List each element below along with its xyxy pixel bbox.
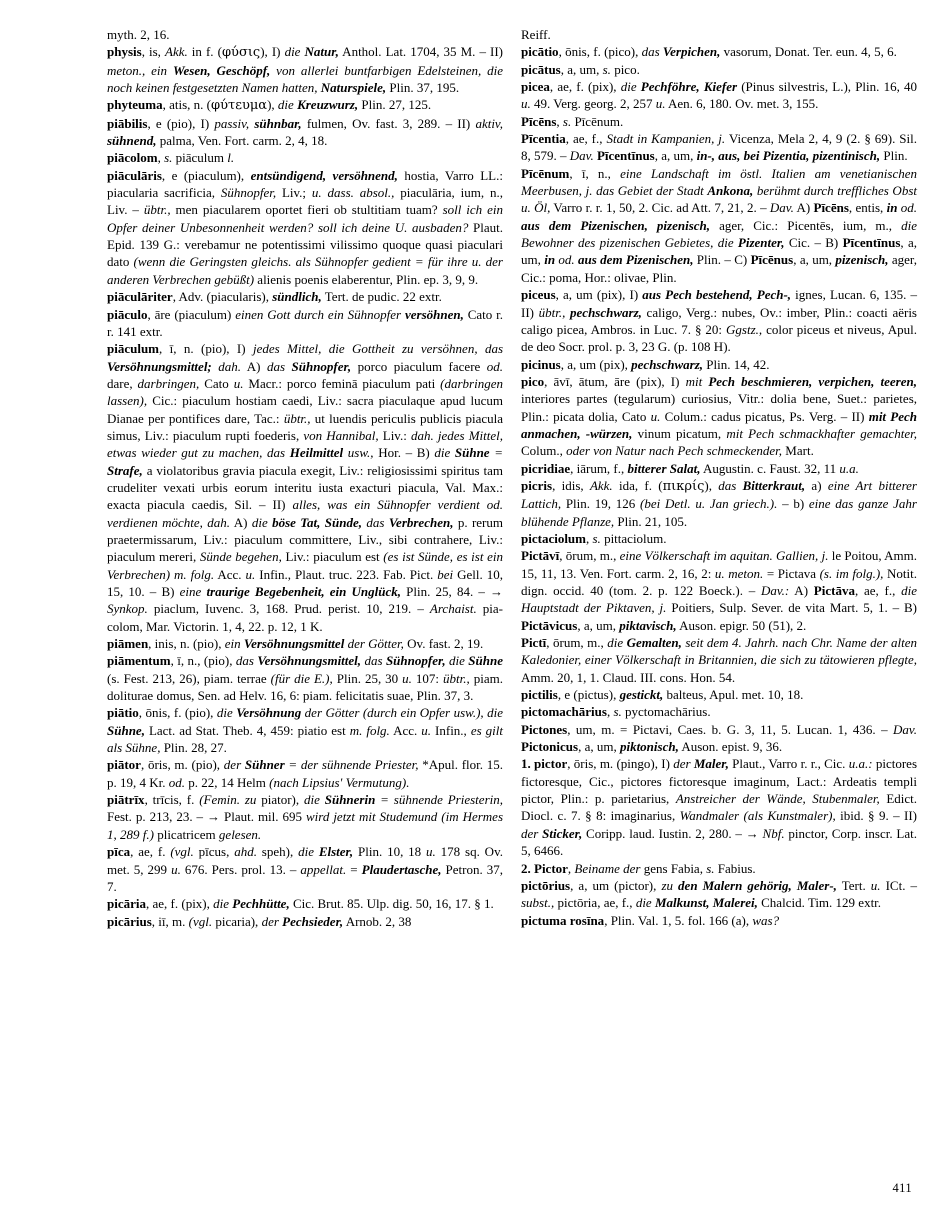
dictionary-entry-pica: pīca, ae, f. (vgl. pīcus, ahd. speh), die Elster, Plin. 10, 18 u. 178 sq. Ov. met. 5, 299 u. 676. Pers. prol. 13. – appellat. = Plaudertasche, Petron. 37, 7. xyxy=(107,844,503,894)
dictionary-entry-pictomacharius: pictomachārius, s. pyctomachārius. xyxy=(521,704,711,720)
dictionary-entry-pictorius: pictōrius, a, um (pictor), zu den Malern gehörig, Maler-, Tert. u. ICt. – subst., pictōria, ae, f., die Malkunst, Malerei, Chalcid. Tim. 129 extr. xyxy=(521,877,917,911)
dictionary-entry-piaculo: piāculo, āre (piaculum) einen Gott durch ein Sühnopfer versöhnen, Cato r. r. 141 extr. xyxy=(107,306,504,339)
dictionary-entry-pictones: Pictones, um, m. = Pictavi, Caes. b. G. 3, 11, 5. Lucan. 1, 436. – Dav. Pictonicus, a, um, piktonisch, Auson. epist. 9, 36. xyxy=(521,721,917,755)
dictionary-entry-picea: picea, ae, f. (pix), die Pechföhre, Kiefer (Pinus silvestris, L.), Plin. 16, 40 u. 49. Verg. georg. 2, 257 u. Aen. 6, 180. Ov. met. 3, 155. xyxy=(521,79,917,112)
dictionary-entry-piamen: piāmen, inis, n. (pio), ein Versöhnungsmittel der Götter, Ov. fast. 2, 19. xyxy=(107,636,484,652)
dictionary-entry-piaculum: piāculum, ī, n. (pio), I) jedes Mittel, die Gottheit zu versöhnen, das Versöhnungsmittel; dah. A) das Sühnopfer, porco piaculum facere od. dare, darbringen, Cato u. Macr.: porco feminā piaculum pati (darbringen lassen), Cic.: piaculum hostiam caedi, Liv.: sacra piaculaque apud lucum Dianae per pontifices dare, Tac.: übtr., ut luendis periculis publicis piacula simus, Liv.: piaculum rupti foederis, von Hannibal, Liv.: dah. jedes Mittel, etwas wieder gut zu machen, das Heilmittel usw., Hor. – B) die Sühne = Strafe, a violatoribus gravia piacula exegit, Liv.: religiosissimi spiritus tam crudeliter vexati urbis eorum interitu iusta exacturi piacula, Val. Max.: exacta piacula caedis, Sil. – II) alles, was ein Sühnopfer verdient od. verdienen möchte, dah. A) die böse Tat, Sünde, das Verbrechen, p. rerum praetermissarum, Liv.: piaculum committere, Liv., sibi contrahere, Liv.: piaculum mereri, Sünde begehen, Liv.: piaculum est (es ist Sünde, es ist ein Verbrechen) m. folg. Acc. u. Infin., Plaut. truc. 223. Fab. Pict. bei Gell. 10, 15, 10. – B) eine traurige Begebenheit, ein Unglück, Plin. 25, 84. – → Synkop. piaclum, Iuvenc. 3, 168. Prud. perist. 10, 219. – Archaist. piacolom, Mar. Victorin. 1, 4, 22. p. 12, 1 K. xyxy=(107,341,504,634)
page-number: 411 xyxy=(892,1181,912,1195)
dictionary-entry-pictavi: Pictāvī, ōrum, m., eine Völkerschaft im aquitan. Gallien, j. le Poitou, Amm. 15, 11, 13. Ven. Fort. carm. 2, 16, 2: u. meton. = Pictava (s. im folg.), Notit. dign. occid. 40 (tom. 2. p. 122 Boeck.). – Dav.: A) Pictāva, ae, f., die Hauptstadt der Piktaven, j. Poitiers, Sulp. Sever. de vita Mart. 5, 1. – B) Pictāvicus, a, um, piktavisch, Auson. epigr. 50 (51), 2. xyxy=(521,548,918,633)
dictionary-entry-continuation-reiff: Reiff. xyxy=(521,27,551,42)
dictionary-entry-picenum: Pīcēnum, ī, n., eine Landschaft im östl. Italien am venetianischen Meerbusen, j. das Gebiet der Stadt Ankona, berühmt durch treffliches Obst u. Öl, Varro r. r. 1, 50, 2. Cic. ad Att. 7, 21, 2. – Dav. A) Pīcēns, entis, in od. aus dem Pizenischen, pizenisch, ager, Cic.: Picentēs, ium, m., die Bewohner des pizenischen Gebietes, die Pizenter, Cic. – B) Pīcentīnus, a, um, in od. aus dem Pizenischen, Plin. – C) Pīcēnus, a, um, pizenisch, ager, Cic.: poma, Hor.: olivae, Plin. xyxy=(521,165,918,285)
dictionary-entry-picens-ref: Pīcēns, s. Pīcēnum. xyxy=(521,113,624,129)
dictionary-entry-piatio: piātio, ōnis, f. (pio), die Versöhnung der Götter (durch ein Opfer usw.), die Sühne, Lact. ad Stat. Theb. 4, 459: piatio est m. folg. Acc. u. Infin., es gilt als Sühne, Plin. 28, 27. xyxy=(107,705,503,756)
dictionary-entry-physis: physis, is, Akk. in f. (φύσις), I) die Natur, Anthol. Lat. 1704, 35 M. – II) meton., ein Wesen, Geschöpf, von allerlei buntfarbigen Edelsteinen, die noch keinen festgesetzten Namen hatten, Naturspiele, Plin. 37, 195. xyxy=(107,44,504,96)
dictionary-entry-piceus: piceus, a, um (pix), I) aus Pech bestehend, Pech-, ignes, Lucan. 6, 135. – II) übtr., pechschwarz, caligo, Verg.: nubes, Ov.: imber, Plin.: coacti aëris caligo picea, Ambros. in Luc. 7. § 20: Ggstz., color piceus et niveus, Apul. de deo Socr. prol. p. 3, 23 G. (p. 108 H). xyxy=(521,287,918,355)
dictionary-entry-picridiae: picridiae, iārum, f., bitterer Salat, Augustin. c. Faust. 32, 11 u.a. xyxy=(521,460,859,476)
dictionary-entry-piator: piātor, ōris, m. (pio), der Sühner = der sühnende Priester, *Apul. flor. 15. p. 19, 4 Kr. od. p. 22, 14 Helm (nach Lipsius' Vermutung). xyxy=(107,757,503,790)
left-column xyxy=(107,26,503,930)
dictionary-entry-pico: pico, āvī, ātum, āre (pix), I) mit Pech beschmieren, verpichen, teeren, interiores partes (tegularum) curiosius, Vitr.: dolia bene, Suet.: parietes, Plin.: picata dolia, Cato u. Colum.: cadus picatus, Ps. Verg. – II) mit Pech anmachen, -würzen, vinum picatum, mit Pech schmackhafter gemachter, Colum., oder von Natur nach Pech schmeckender, Mart. xyxy=(521,373,918,459)
dictionary-entry-picris: picris, idis, Akk. ida, f. (πικρίς), das Bitterkraut, a) eine Art bitterer Lattich, Plin. 19, 126 (bei Detl. u. Jan griech.). – b) eine das ganze Jahr blühende Pflanze, Plin. 21, 105. xyxy=(521,477,917,529)
dictionary-entry-picinus: picinus, a, um (pix), pechschwarz, Plin. 14, 42. xyxy=(521,356,770,372)
dictionary-entry-piacularis: piāculāris, e (piaculum), entsündigend, versöhnend, hostia, Varro LL.: piacularia sacrificia, Sühnopfer, Liv.; u. dass. absol., piaculāria, ium, n., Liv. – übtr., men piacularem oportet fieri ob stultitiam tuam? soll ich ein Opfer deiner Unbesonnenheit werden? soll ich deine U. ausbaden? Plaut. Epid. 139 G.: verebamur ne potentissimi vilissimo quoque quasi piaculari dato (wenn die Geringsten gleichs. als Sühnopfer gedient = für ihre u. der anderen Verbrechen gebüßt) alienis poenis elaberentur, Plin. ep. 3, 9, 9. xyxy=(107,167,504,287)
dictionary-entry-piacolom: piācolom, s. piāculum l. xyxy=(107,150,235,166)
dictionary-entry-pictuma-rosina: pictuma rosīna, Plin. Val. 1, 5. fol. 166 (a), was? xyxy=(521,912,780,928)
dictionary-entry-picatio: picātio, ōnis, f. (pico), das Verpichen, vasorum, Donat. Ter. eun. 4, 5, 6. xyxy=(521,44,897,60)
dictionary-entry-picarius: picārius, iī, m. (vgl. picaria), der Pechsieder, Arnob. 2, 38 xyxy=(107,913,412,929)
dictionary-entry-phyteuma: phyteuma, atis, n. (φύτευμα), die Kreuzwurz, Plin. 27, 125. xyxy=(107,97,432,114)
dictionary-entry-pictilis: pictilis, e (pictus), gestickt, balteus, Apul. met. 10, 18. xyxy=(521,687,804,703)
dictionary-entry-picatus: picātus, a, um, s. pico. xyxy=(521,61,640,77)
dictionary-entry-continuation-myth: myth. 2, 16. xyxy=(107,27,170,42)
dictionary-entry-pictor-2: 2. Pictor, Beiname der gens Fabia, s. Fabius. xyxy=(521,860,756,876)
two-column-layout xyxy=(107,26,918,930)
dictionary-entry-picaria: picāria, ae, f. (pix), die Pechhütte, Cic. Brut. 85. Ulp. dig. 50, 16, 17. § 1. xyxy=(107,896,494,912)
dictionary-entry-piatrix: piātrīx, trīcis, f. (Femin. zu piator), die Sühnerin = sühnende Priesterin, Fest. p. 213, 23. – → Plaut. mil. 695 wird jetzt mit Studemund (im Hermes 1, 289 f.) plicatricem gelesen. xyxy=(107,792,504,842)
dictionary-entry-piaculariter: piāculāriter, Adv. (piacularis), sündlich, Tert. de pudic. 22 extr. xyxy=(107,289,442,305)
dictionary-entry-piamentum: piāmentum, ī, n., (pio), das Versöhnungsmittel, das Sühnopfer, die Sühne (s. Fest. 213, 26), piam. terrae (für die E.), Plin. 25, 30 u. 107: übtr., piam. doliturae domus, Sen. ad Helv. 16, 6: piam. felicitatis suae, Plin. 37, 3. xyxy=(107,653,503,704)
dictionary-entry-picentia: Pīcentia, ae, f., Stadt in Kampanien, j. Vicenza, Mela 2, 4, 9 (2. § 69). Sil. 8, 579. – Dav. Pīcentīnus, a, um, in-, aus, bei Pizentia, pizentinisch, Plin. xyxy=(521,131,918,164)
dictionary-entry-piabilis: piābilis, e (pio), I) passiv, sühnbar, fulmen, Ov. fast. 3, 289. – II) aktiv, sühnend, palma, Ven. Fort. carm. 2, 4, 18. xyxy=(107,115,503,149)
dictionary-entry-pictaciolum: pictaciolum, s. pittaciolum. xyxy=(521,530,667,546)
dictionary-entry-picti: Pictī, ōrum, m., die Gemalten, seit dem 4. Jahrh. nach Chr. Name der alten Kaledonier, einer Völkerschaft in Britannien, die sich zu tätowieren pflegte, Amm. 20, 1, 1. Claud. III. cons. Hon. 54. xyxy=(521,635,917,685)
dictionary-entry-pictor-1: 1. pictor, ōris, m. (pingo), I) der Maler, Plaut., Varro r. r., Cic. u.a.: pictores fictoresque, Cic., pictores fictoresque imaginum, Lact.: Ardeatis templi pictor, Plin.: p. parietarius, Anstreicher der Wände, Stubenmaler, Edict. Diocl. c. 7. § 8: imaginarius, Wandmaler (als Kunstmaler), ibid. § 9. – II) der Sticker, Coripp. laud. Iustin. 2, 280. – → Nbf. pinctor, Corp. inscr. Lat. 5, 6466. xyxy=(521,756,918,859)
right-column xyxy=(521,26,917,929)
